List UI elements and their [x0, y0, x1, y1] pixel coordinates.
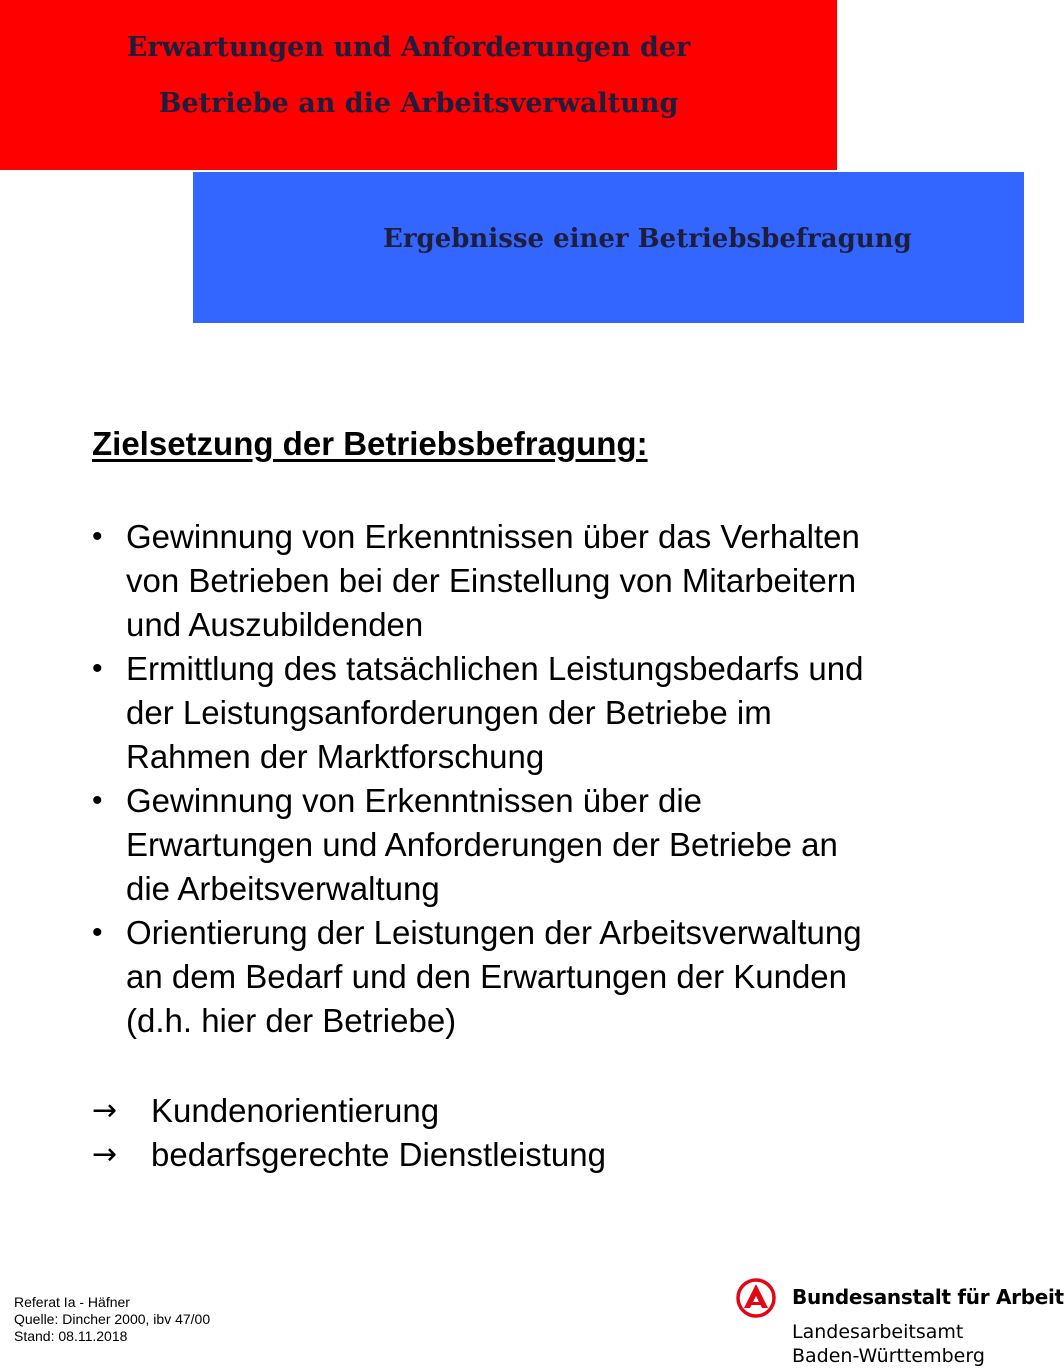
conclusion-text: bedarfsgerechte Dienstleistung	[151, 1136, 606, 1173]
agency-logo	[736, 1276, 1064, 1367]
goal-text: der Leistungsanforderungen der Betriebe im	[126, 694, 772, 731]
section-heading: Zielsetzung der Betriebsbefragung:	[92, 425, 648, 462]
conclusion-item	[92, 1133, 606, 1177]
goal-text: die Arbeitsverwaltung	[126, 870, 440, 907]
footer-source-info	[14, 1294, 210, 1345]
goals-list	[92, 515, 1002, 1043]
goal-item	[92, 515, 1002, 647]
conclusion-text: Kundenorientierung	[151, 1092, 440, 1129]
footer-stand: Stand: 08.11.2018	[14, 1328, 128, 1344]
bullet-icon: •	[92, 784, 103, 817]
arrow-right-icon: →	[92, 1093, 118, 1128]
subtitle-banner	[193, 172, 1024, 323]
logo-subline-1: Landesarbeitsamt	[792, 1321, 964, 1343]
page-subtitle: Ergebnisse einer Betriebsbefragung	[383, 224, 912, 254]
bullet-icon: •	[92, 916, 103, 949]
title-banner	[0, 0, 837, 170]
page-title-line-2: Betriebe an die Arbeitsverwaltung	[158, 88, 679, 119]
bullet-icon: •	[92, 652, 103, 685]
logo-org-name: Bundesanstalt für Arbeit	[792, 1285, 1064, 1309]
goal-text: Gewinnung von Erkenntnissen über die	[126, 782, 703, 819]
footer-referat: Referat Ia - Häfner	[14, 1294, 130, 1310]
goal-text: Rahmen der Marktforschung	[126, 738, 545, 775]
bullet-icon: •	[92, 520, 103, 553]
logo-subline-2: Baden-Württemberg	[792, 1345, 985, 1367]
page-title-line-1: Erwartungen und Anforderungen der	[126, 32, 691, 63]
goal-text: Orientierung der Leistungen der Arbeitsverwaltung	[126, 914, 862, 951]
footer-quelle: Quelle: Dincher 2000, ibv 47/00	[14, 1311, 211, 1327]
arrow-right-icon: →	[92, 1137, 118, 1172]
goal-text: Ermittlung des tatsächlichen Leistungsbedarfs und	[126, 650, 864, 687]
conclusion-item	[92, 1089, 606, 1133]
goal-text: an dem Bedarf und den Erwartungen der Kunden	[126, 958, 848, 995]
goal-item	[92, 647, 1002, 779]
goal-text: Gewinnung von Erkenntnissen über das Verhalten	[126, 518, 860, 555]
goal-item	[92, 911, 1002, 1043]
goal-text: von Betrieben bei der Einstellung von Mitarbeitern	[126, 562, 857, 599]
goal-text: Erwartungen und Anforderungen der Betriebe an	[126, 826, 838, 863]
goal-item	[92, 779, 1002, 911]
goal-text: und Auszubildenden	[126, 606, 424, 643]
goal-text: (d.h. hier der Betriebe)	[126, 1002, 457, 1039]
logo-subline	[792, 1320, 985, 1368]
federal-employment-agency-logo-icon	[736, 1278, 776, 1318]
conclusions-list	[92, 1089, 606, 1177]
